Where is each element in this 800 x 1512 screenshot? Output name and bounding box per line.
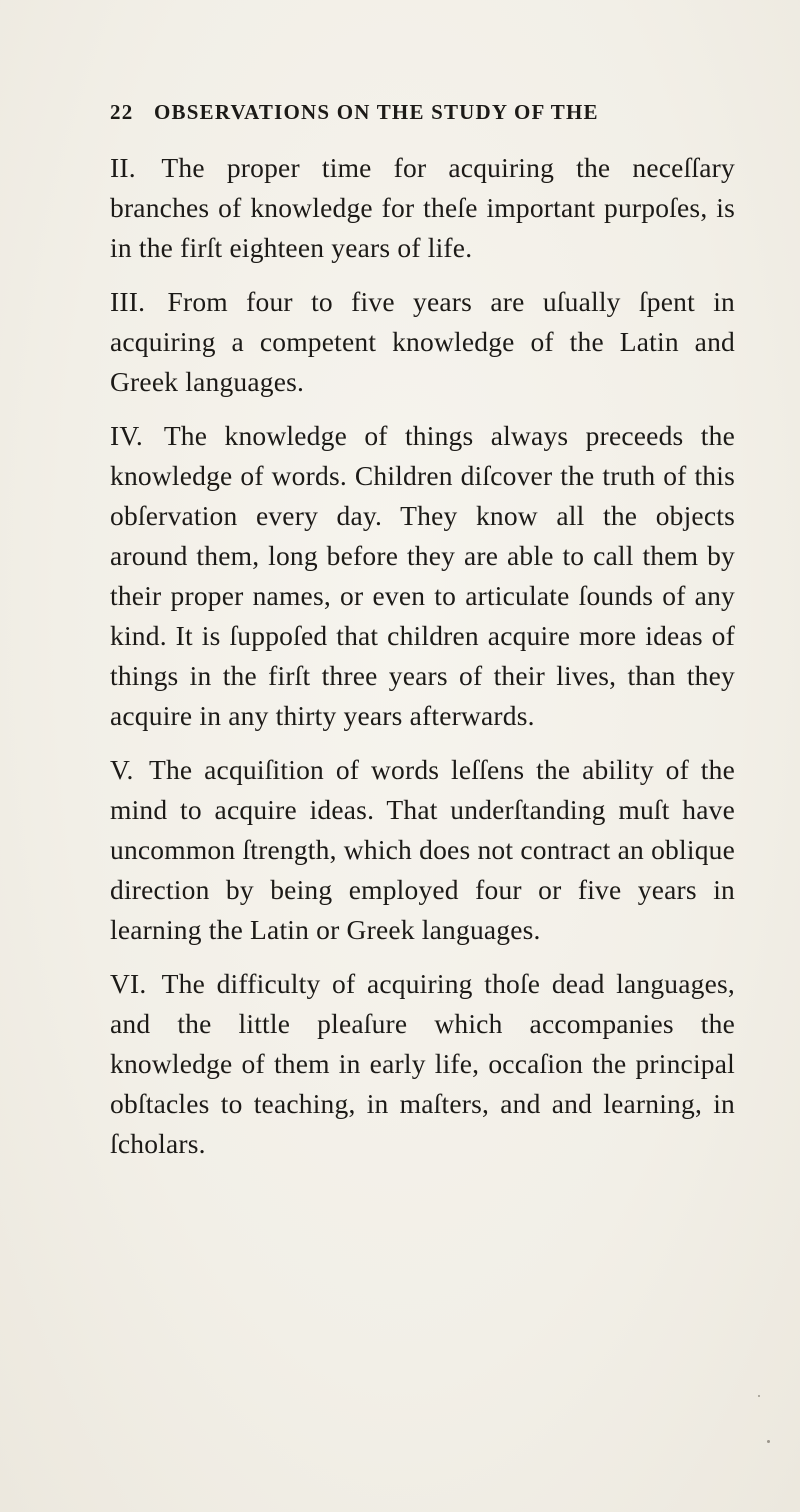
paragraph-iii [110, 282, 735, 402]
paragraph-iv [110, 416, 735, 736]
paragraph-numeral: III. [110, 286, 146, 317]
paper-speck [758, 1395, 760, 1397]
running-header [110, 100, 750, 134]
paragraph-text: The acquiſition of words leſſens the ability of the mind to acquire ideas. That underſtanding muſt have uncommon ſtrength, which does not contract an oblique direction by being employed four or five years in learning the Latin or Greek languages. [110, 754, 735, 945]
running-title: OBSERVATIONS ON THE STUDY OF THE [154, 100, 599, 124]
page-number: 22 [110, 100, 134, 124]
body-text [110, 148, 735, 1178]
paragraph-text: The proper time for acquiring the neceſſary branches of knowledge for theſe important purpoſes, is in the firſt eighteen years of life. [110, 152, 735, 263]
paragraph-v [110, 750, 735, 950]
paragraph-ii [110, 148, 735, 268]
paragraph-text: From four to five years are uſually ſpent in acquiring a competent knowledge of the Latin and Greek languages. [110, 286, 735, 397]
paragraph-numeral: V. [110, 754, 134, 785]
paragraph-text: The difficulty of acquiring thoſe dead languages, and the little pleaſure which accompanies the knowledge of them in early life, occaſion the principal obſtacles to teaching, in maſters, and and learning, in ſcholars. [110, 968, 735, 1159]
paragraph-text: The knowledge of things always preceeds the knowledge of words. Children diſcover the truth of this obſervation every day. They know all the objects around them, long before they are able to call them by their proper names, or even to articulate ſounds of any kind. It is ſuppoſed that children acquire more ideas of things in the firſt three years of their lives, than they acquire in any thirty years afterwards. [110, 420, 735, 731]
paper-speck [767, 1440, 770, 1443]
paragraph-numeral: II. [110, 152, 136, 183]
paragraph-vi [110, 964, 735, 1164]
paragraph-numeral: IV. [110, 420, 143, 451]
paragraph-numeral: VI. [110, 968, 147, 999]
